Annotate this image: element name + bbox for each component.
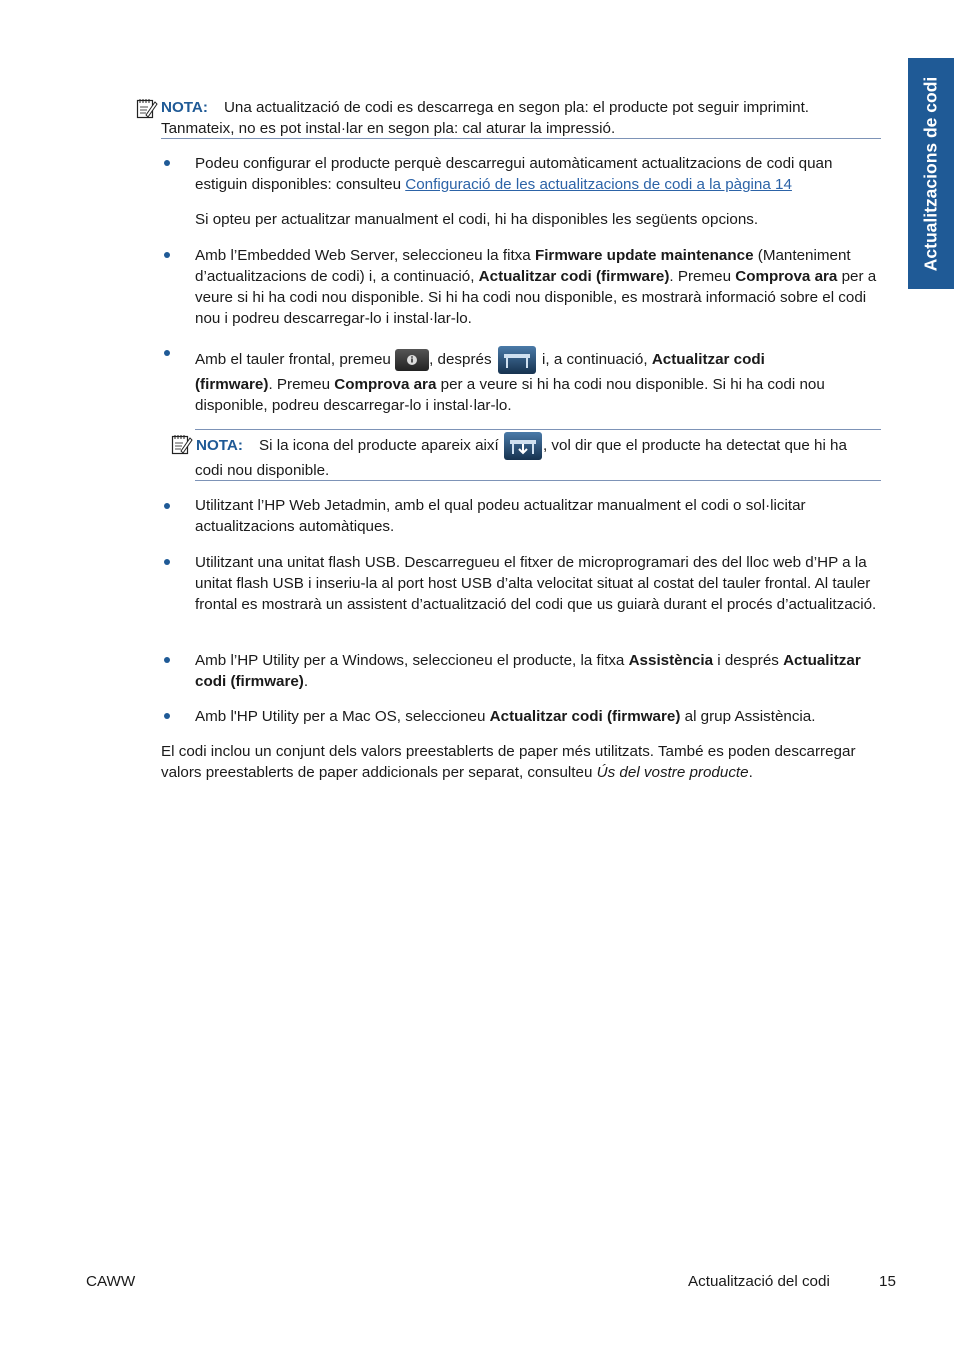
bullet1-follow: Si opteu per actualitzar manualment el codi, hi ha disponibles les següents opcions. bbox=[195, 211, 759, 228]
note-label: NOTA: bbox=[196, 437, 243, 455]
chapter-side-tab-label: Actualitzacions de codi bbox=[920, 76, 941, 272]
printer-button-icon bbox=[498, 346, 536, 374]
bullet6-t2: i després bbox=[713, 652, 784, 669]
bullet2-b1: Firmware update maintenance bbox=[534, 247, 754, 264]
bullet3-t5: per a veure si hi ha codi nou disponible. Si hi ha codi nou bbox=[436, 376, 825, 393]
note1-line1 bbox=[161, 97, 891, 118]
bullet2-b2: Actualitzar codi (firmware) bbox=[478, 268, 670, 285]
bullet3-b1: Actualitzar codi bbox=[651, 351, 765, 369]
note-label: NOTA: bbox=[161, 99, 208, 116]
bullet3-t2: , després bbox=[429, 351, 492, 369]
bullet4-text: Utilitzant l’HP Web Jetadmin, amb el qual podeu actualitzar manualment el codi o sol·licitar actualitzacions automàtiques. bbox=[195, 497, 806, 535]
closing-paragraph bbox=[161, 741, 886, 783]
closing-t1: El codi inclou un conjunt dels valors preestablerts de paper més utilitzats. També es poden descarregar valors preestablerts de paper addicionals per separat, consulteu bbox=[161, 743, 856, 781]
note-icon bbox=[171, 433, 193, 455]
note2-line1 bbox=[196, 432, 896, 460]
note2-t2: , vol dir que el producte ha detectat que hi ha bbox=[542, 437, 847, 455]
chapter-side-tab bbox=[908, 58, 954, 289]
bullet2-t3: . Premeu bbox=[669, 268, 736, 285]
note2-top-rule bbox=[195, 429, 881, 430]
note2-t3: codi nou disponible. bbox=[195, 462, 330, 479]
bullet3-b2: (firmware) bbox=[195, 376, 269, 393]
bullet1-text bbox=[195, 153, 885, 195]
closing-ref: Ús del vostre producte bbox=[596, 764, 749, 781]
bullet3-line1 bbox=[195, 346, 895, 374]
note1-text2: Tanmateix, no es pot instal·lar en segon pla: cal aturar la impressió. bbox=[161, 120, 616, 137]
bullet7-text bbox=[195, 706, 885, 727]
printer-update-available-icon bbox=[504, 432, 542, 460]
bullet3-b3: Comprova ara bbox=[334, 376, 437, 393]
bullet6-t1: Amb l’HP Utility per a Windows, seleccioneu el producte, la fitxa bbox=[195, 652, 629, 669]
bullet2-b3: Comprova ara bbox=[735, 268, 838, 285]
bullet2-text bbox=[195, 245, 885, 329]
note1-rule bbox=[161, 138, 881, 139]
bullet-dot bbox=[164, 559, 170, 565]
bullet2-t4: per a veure si hi ha codi nou disponible. Si hi ha codi nou disponible, es mostrarà informació sobre el codi nou i podreu descarregar-lo i instal·lar-lo. bbox=[195, 268, 877, 327]
bullet3-t3: i, a continuació, bbox=[542, 351, 648, 369]
footer-left: CAWW bbox=[86, 1273, 136, 1290]
bullet-dot bbox=[164, 713, 170, 719]
bullet-dot bbox=[164, 657, 170, 663]
note2-bottom-rule bbox=[195, 480, 881, 481]
bullet7-b1: Actualitzar codi (firmware) bbox=[489, 708, 681, 725]
bullet3-text2 bbox=[195, 374, 885, 395]
bullet3-t6: disponible, podreu descarregar-lo i instal·lar-lo. bbox=[195, 397, 512, 414]
closing-t2: . bbox=[748, 764, 753, 781]
bullet-dot bbox=[164, 160, 170, 166]
bullet6-text bbox=[195, 650, 885, 692]
bullet2-t2: (Manteniment d’actualitzacions de codi) i, a continuació, bbox=[195, 247, 851, 285]
note1-text1: Una actualització de codi es descarrega en segon pla: el producte pot seguir imprimint. bbox=[223, 99, 810, 116]
footer-section: Actualització del codi bbox=[688, 1273, 830, 1290]
bullet6-b1: Assistència bbox=[628, 652, 714, 669]
config-updates-link[interactable]: Configuració de les actualitzacions de codi a la pàgina 14 bbox=[405, 176, 792, 193]
note2-t1: Si la icona del producte apareix així bbox=[258, 437, 499, 455]
bullet7-t1: Amb l'HP Utility per a Mac OS, seleccioneu bbox=[195, 708, 490, 725]
bullet6-b2: Actualitzar codi (firmware) bbox=[195, 652, 861, 690]
bullet-dot bbox=[164, 350, 170, 356]
bullet5-text: Utilitzant una unitat flash USB. Descarregueu el fitxer de microprogramari des del lloc web d’HP a la unitat flash USB i inseriu-la al port host USB d’alta velocitat situat al costat del tauler frontal. Al tauler frontal es mostrarà un assistent d’actualització del codi que us guiarà durant el procés d’actualització. bbox=[195, 554, 877, 613]
bullet3-t4: . Premeu bbox=[268, 376, 335, 393]
bullet6-t3: . bbox=[303, 673, 309, 690]
bullet-dot bbox=[164, 503, 170, 509]
footer-page-number: 15 bbox=[879, 1273, 896, 1290]
bullet1-pre: Podeu configurar el producte perquè descarregui automàticament actualitzacions de codi quan estiguin disponibles: consulteu bbox=[195, 155, 833, 193]
bullet-dot bbox=[164, 252, 170, 258]
bullet3-t1: Amb el tauler frontal, premeu bbox=[195, 351, 391, 369]
bullet2-t1: Amb l’Embedded Web Server, seleccioneu la fitxa bbox=[195, 247, 535, 264]
note-icon bbox=[136, 97, 158, 119]
info-button-icon bbox=[395, 349, 429, 371]
bullet7-t2: al grup Assistència. bbox=[680, 708, 816, 725]
